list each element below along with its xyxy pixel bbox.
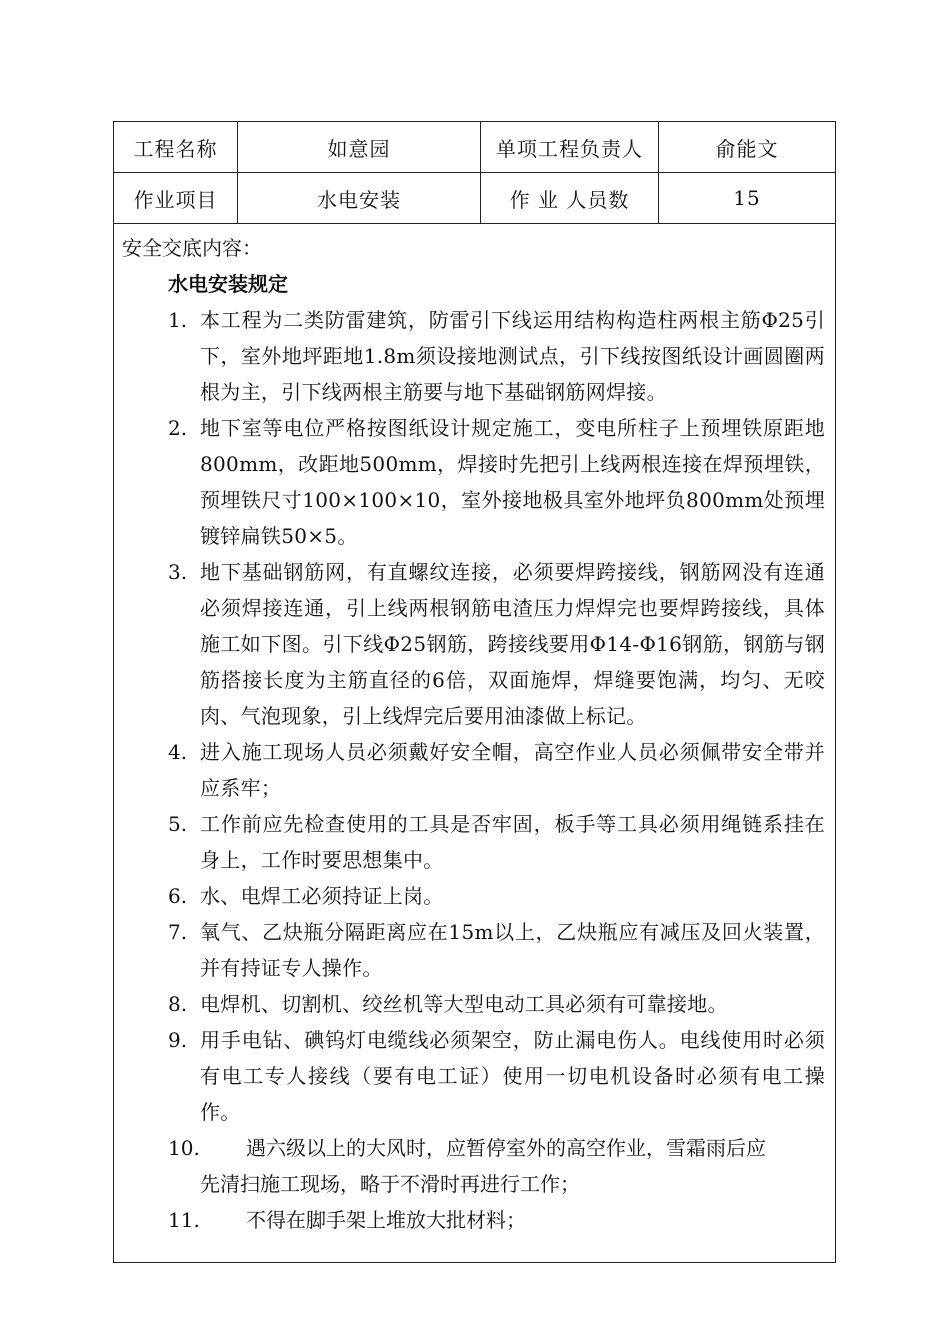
rule-text: 用手电钻、碘钨灯电缆线必须架空，防止漏电伤人。电线使用时必须有电工专人接线（要有电工证）使用一切电机设备时必须有电工操作。 <box>200 1028 825 1124</box>
person-in-charge-label: 单项工程负责人 <box>481 122 659 172</box>
safety-briefing-form <box>113 121 836 1263</box>
rule-item-10 <box>122 1130 825 1202</box>
rule-text: 氧气、乙炔瓶分隔距离应在15m以上，乙炔瓶应有减压及回火装置，并有持证专人操作。 <box>200 920 825 980</box>
rule-number: 1. <box>168 308 188 332</box>
rule-number: 4. <box>168 740 188 764</box>
rule-item-8 <box>122 986 825 1022</box>
rule-text: 地下室等电位严格按图纸设计规定施工，变电所柱子上预埋铁原距地800mm，改距地500mm，焊接时先把引上线两根连接在焊预埋铁，预埋铁尺寸100×100×10，室外接地极具室外地坪负800mm处预埋镀锌扁铁50×5。 <box>200 416 825 548</box>
rule-number: 2. <box>168 416 188 440</box>
rule-item-7 <box>122 914 825 986</box>
rule-number: 3. <box>168 560 188 584</box>
work-item-value: 水电安装 <box>238 173 481 223</box>
rule-text: 地下基础钢筋网，有直螺纹连接，必须要焊跨接线，钢筋网没有连通必须焊接连通，引上线两根钢筋电渣压力焊焊完也要焊跨接线，具体施工如下图。引下线Φ25钢筋，跨接线要用Φ14-Φ16钢筋，钢筋与钢筋搭接长度为主筋直径的6倍，双面施焊，焊缝要饱满，均匀、无咬肉、气泡现象，引上线焊完后要用油漆做上标记。 <box>200 560 825 728</box>
rule-text: 进入施工现场人员必须戴好安全帽，高空作业人员必须佩带安全带并应系牢； <box>200 740 825 800</box>
rule-text: 遇六级以上的大风时，应暂停室外的高空作业，雪霜雨后应 <box>246 1136 766 1160</box>
worker-count-value: 15 <box>733 186 761 210</box>
person-in-charge-value: 俞能文 <box>715 136 779 161</box>
rule-item-5 <box>122 806 825 878</box>
section-title: 水电安装规定 <box>168 272 288 296</box>
work-item-label: 作业项目 <box>114 173 238 223</box>
project-name-value: 如意园 <box>238 122 481 172</box>
rule-number: 7. <box>168 920 188 944</box>
briefing-intro: 安全交底内容： <box>122 236 262 260</box>
rule-item-3 <box>122 554 825 734</box>
rule-item-11 <box>122 1202 825 1238</box>
worker-count-label: 作 业 人员数 <box>481 173 659 223</box>
rule-number: 10. <box>168 1136 200 1160</box>
header-row-work <box>114 173 835 224</box>
rule-number: 11. <box>168 1208 200 1232</box>
rule-number: 9. <box>168 1028 188 1052</box>
rule-item-6 <box>122 878 825 914</box>
rule-text: 电焊机、切割机、绞丝机等大型电动工具必须有可靠接地。 <box>200 992 728 1016</box>
rule-text: 本工程为二类防雷建筑，防雷引下线运用结构构造柱两根主筋Φ25引下，室外地坪距地1.8m须设接地测试点，引下线按图纸设计画圆圈两根为主，引下线两根主筋要与地下基础钢筋网焊接。 <box>200 308 825 404</box>
rule-text: 工作前应先检查使用的工具是否牢固，板手等工具必须用绳链系挂在身上，工作时要思想集中。 <box>200 812 825 872</box>
rule-item-1 <box>122 302 825 410</box>
header-row-project <box>114 122 835 173</box>
rule-text: 不得在脚手架上堆放大批材料； <box>246 1208 526 1232</box>
rule-number: 6. <box>168 884 188 908</box>
rule-item-2 <box>122 410 825 554</box>
rule-text: 水、电焊工必须持证上岗。 <box>200 884 444 908</box>
rule-number: 8. <box>168 992 188 1016</box>
rule-list <box>122 302 825 1130</box>
briefing-content <box>114 224 835 1238</box>
rule-item-9 <box>122 1022 825 1130</box>
rule-text-continued: 先清扫施工现场，略于不滑时再进行工作； <box>200 1172 580 1196</box>
rule-number: 5. <box>168 812 188 836</box>
project-name-label: 工程名称 <box>114 122 238 172</box>
rule-item-4 <box>122 734 825 806</box>
